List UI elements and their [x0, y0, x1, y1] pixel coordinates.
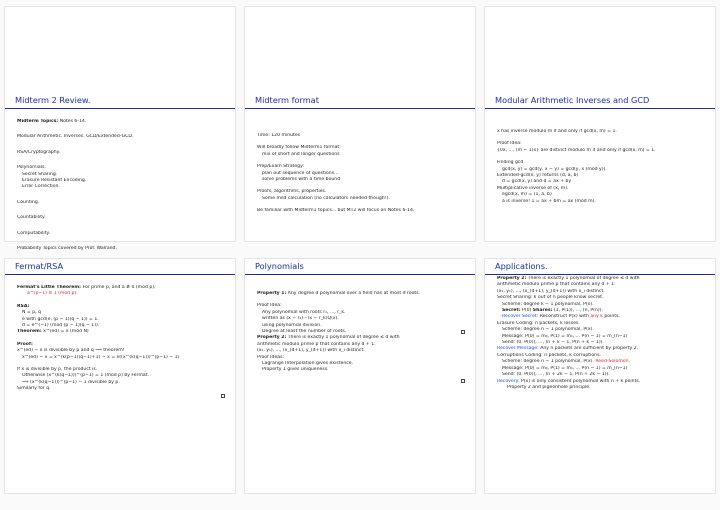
- proof-idea-label: Proof Idea:: [497, 141, 522, 147]
- topics-line: Midterm Topics: Notes 6-14.: [17, 119, 87, 124]
- rsa-e: e with gcd(e, (p − 1)(q − 1)) = 1.: [22, 316, 99, 322]
- erasure-scheme: Scheme: degree n − 1 polynomial, P(x).: [502, 327, 594, 333]
- proof-line-3: If x is divisible by p, the product is.: [17, 367, 98, 373]
- topic-countability: Countability.: [17, 215, 46, 221]
- format-time: Time: 120 minutes: [257, 133, 301, 138]
- property-2-line-2: arithmetic modulo prime p that contains any d + 1:: [257, 341, 376, 347]
- proof-line-2: x^(ed) − x = x^(k(p−1)(q−1)+1) − x = x((x^(k(q−1)))^(p−1) − 1): [22, 354, 180, 360]
- slide-body: [497, 129, 709, 205]
- inverse-result: a is inverse! 1 = ax + bm = ax (mod m).: [502, 198, 596, 204]
- proof-line-5: ⟹ (x^(k(q−1)))^(p−1) − 1 divisible by p.: [22, 379, 120, 385]
- property-2-line-2: arithmetic modulo prime p that contains any d + 1:: [497, 282, 616, 288]
- proof-line-4: Otherwise (x^(k(q−1)))^(p−1) = 1 (mod p) by Fermat.: [22, 373, 149, 379]
- slide-body: [497, 276, 709, 391]
- proof1-line-3: using polynomial division.: [262, 322, 322, 328]
- proof1-line-2: written as (x − r₁)···(x − r_k)Q(x).: [262, 316, 339, 322]
- corruption-message: Message: P(0) = m₀, P(1) = m₁, ... P(n − 1) = m_(n−1): [502, 365, 628, 371]
- slide-body: [257, 291, 469, 374]
- slide-body: [17, 119, 229, 252]
- qed-box-icon: [461, 330, 465, 334]
- slide-title: Fermat/RSA: [15, 261, 64, 271]
- rsa-n: N = p, q: [22, 310, 41, 316]
- proof-idea-text: {0x, ..., (m − 1)x} are distinct modulo m if and only if gcd(x, m) = 1.: [497, 147, 656, 153]
- proof-line-6: Similarly for q.: [17, 386, 51, 392]
- slide-body: [17, 285, 229, 393]
- corruption-recovery-sub: Property 2 and pigeonhole principle.: [507, 384, 591, 390]
- slide-title: Midterm 2 Review.: [15, 95, 91, 105]
- rsa-d: d = e^(−1) (mod (p − 1)(q − 1)).: [22, 323, 100, 329]
- topic-counting: Counting.: [17, 199, 40, 205]
- corruption-recovery: Recovery: P(x) is only consistent polynomial with n + k points.: [497, 378, 641, 384]
- title-rule: [5, 274, 235, 275]
- property-1: Property 1: Any degree d polynomial over a field has at most d roots.: [257, 291, 421, 296]
- topic-computability: Computability.: [17, 230, 51, 236]
- format-solve: solve problems with a time bound: [262, 177, 341, 183]
- title-rule: [5, 108, 235, 109]
- qed-box-icon: [461, 379, 465, 383]
- slide-modular-arithmetic: [484, 6, 716, 242]
- slide-title: Modular Arithmetic Inverses and GCD: [495, 95, 650, 105]
- slide-body: [257, 133, 469, 215]
- secret-recover: Recover Secret: Reconstruct P(x) with any k points.: [502, 314, 620, 320]
- multiplicative-inverse: Multiplicative inverse of (x, m).: [497, 185, 569, 191]
- proof1-line-1: Any polynomial with roots r₁, ..., r_k.: [262, 309, 346, 315]
- egcd-call: egcd(x, m) = (1, a, b): [502, 192, 552, 198]
- proof2-label: Proof Ideas:: [257, 354, 285, 360]
- slide-midterm-review: [4, 6, 236, 252]
- slide-title: Midterm format: [255, 95, 319, 105]
- topic-polynomials: Polynomials.: [17, 165, 46, 171]
- slide-fermat-rsa: [4, 258, 236, 494]
- title-rule: [485, 108, 715, 109]
- topic-error-correction: Error Correction.: [22, 184, 60, 190]
- erasure-send: Send: (0, P(0)), ..., (n + k − 1, P(n + k − 1)).: [502, 340, 604, 346]
- property-2-line-3: (x₁, y₁), ..., (x_(d+1), y_(d+1)) with x_i distinct.: [497, 288, 605, 294]
- property-2: Property 2: There is exactly 1 polynomial of degree ≤ d with: [257, 335, 400, 341]
- slide-polynomials: [244, 258, 476, 494]
- inverse-condition: x has inverse modulo m if and only if gcd(x, m) = 1.: [497, 129, 617, 134]
- gcd-formula: gcd(x, y) = gcd(y, x − y) = gcd(y, x (mod y)).: [502, 166, 607, 172]
- topic-probability: Probability Topics covered by Prof. Walrand.: [17, 246, 117, 252]
- format-mix: mix of short and longer questions: [262, 151, 340, 157]
- extended-gcd: Extended-gcd(x, y) returns (d, a, b): [497, 173, 579, 179]
- finding-gcd: Finding gcd.: [497, 160, 525, 166]
- erasure-coding: Erasure Coding: n packets, k losses.: [497, 320, 580, 326]
- title-rule: [245, 274, 475, 275]
- corruption-coding: Corruptions Coding: n packets, k corruptions.: [497, 352, 601, 358]
- proof2-line-1: Lagrange Interpolation gives existence.: [262, 361, 354, 367]
- extended-gcd-result: d = gcd(x, y) and d = ax + by: [502, 179, 572, 185]
- rsa-label: RSA:: [17, 303, 30, 309]
- format-proofs: Proofs, algorithms, properties.: [257, 189, 327, 195]
- corruption-send: Send: (0, P(0)), ..., (n + 2k − 1, P(n + 2k − 1)).: [502, 372, 610, 378]
- erasure-message: Message: P(0) = m₀, P(1) = m₁, ... P(n − 1) = m_(n−1): [502, 333, 628, 339]
- title-rule: [485, 274, 715, 275]
- topic-secret-sharing: Secret Sharing.: [22, 171, 58, 177]
- rsa-theorem: Theorem: x^(ed) = x (mod N): [17, 329, 89, 335]
- erasure-recover: Recover Message: Any n packets are sufficient by property 2.: [497, 346, 639, 352]
- format-familiar: Be familiar with Midterm1 topics... but MT2 will focus on Notes 6-14.: [257, 208, 415, 214]
- proof1-label: Proof Idea:: [257, 303, 282, 309]
- format-follow: Will broadly follow Midterm1 format:: [257, 145, 341, 151]
- fermat-formula: a^(p−1) ≡ 1 (mod p).: [27, 291, 78, 297]
- slide-title: Applications.: [495, 261, 548, 271]
- proof-line-1: x^(ed) − x is divisible by p and q ⟹ theorem!: [17, 348, 125, 354]
- proof1-line-4: Degree at least the number of roots.: [262, 329, 347, 335]
- property-2-line-3: (x₁, y₁), ..., (x_(d+1), y_(d+1)) with x_i distinct.: [257, 348, 365, 354]
- slide-midterm-format: [244, 6, 476, 242]
- proof2-line-2: Property 1 gives uniqueness.: [262, 367, 329, 373]
- qed-box-icon: [221, 394, 225, 398]
- title-rule: [245, 108, 475, 109]
- format-strategy: Prep/Exam Strategy:: [257, 164, 305, 170]
- format-plan: plan out sequence of questions...: [262, 170, 339, 176]
- slide-applications: [484, 258, 716, 494]
- fermat-theorem: Fermat's Little Theorem: For prime p, and a ≢ 0 (mod p),: [17, 285, 156, 290]
- corruption-scheme: Scheme: degree n − 1 polynomial, P(x). Reed-Solomon.: [502, 359, 630, 365]
- format-calc: Some mild calculation (no calculators needed though!).: [262, 195, 390, 201]
- secret-sharing: Secret Sharing: k out of n people know secret.: [497, 295, 604, 301]
- topic-erasure: Erasure Resistant Encoding.: [22, 178, 87, 184]
- topic-modular: Modular Arithmetic. Inverses. GCD/Extended-GCD.: [17, 134, 134, 140]
- slide-title: Polynomials: [255, 261, 304, 271]
- topic-rsa: RSA/Cryptography.: [17, 149, 61, 155]
- secret-scheme: Scheme: degree k − 1 polynomial, P(x).: [502, 301, 594, 307]
- proof-label: Proof:: [17, 341, 33, 347]
- property-2: Property 2: There is exactly 1 polynomial of degree ≤ d with: [497, 276, 640, 281]
- secret-shares: Secret: P(0) Shares: (1, P(1)), ..., (n, P(n)).: [502, 308, 603, 314]
